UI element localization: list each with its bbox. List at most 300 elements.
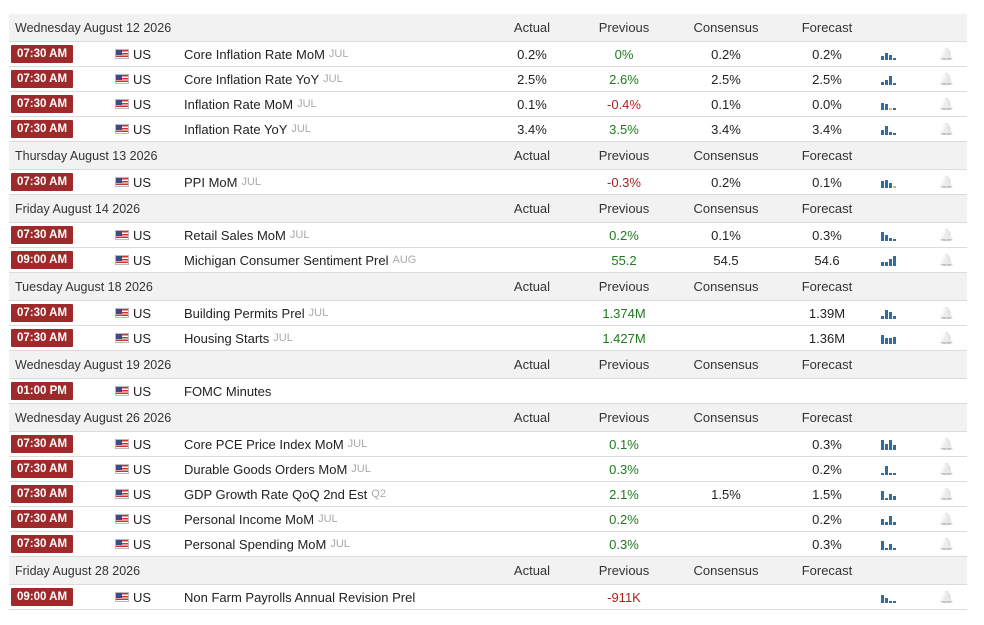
event-time: [11, 42, 73, 66]
event-name[interactable]: Michigan Consumer Sentiment Prel: [184, 252, 389, 268]
event-consensus: 3.4%: [711, 121, 741, 137]
alert-bell-button[interactable]: [939, 117, 954, 141]
event-consensus: 2.5%: [711, 71, 741, 87]
event-previous: 2.6%: [609, 71, 639, 87]
event-reference: JUL: [308, 307, 329, 319]
column-header-actual: Actual: [513, 279, 551, 294]
event-forecast: 0.1%: [812, 174, 842, 190]
column-header-previous: Previous: [598, 410, 650, 425]
event-previous: 55.2: [611, 252, 637, 268]
sparkline-bar: [893, 256, 896, 266]
sparkline-bar: [889, 76, 892, 85]
event-country: [115, 326, 151, 350]
day-header: [9, 14, 967, 42]
event-row[interactable]: [9, 532, 967, 557]
event-previous: -911K: [607, 589, 641, 605]
time-badge: 07:30 AM: [11, 535, 73, 553]
sparkline-bar: [889, 132, 892, 135]
event-country: [115, 170, 151, 194]
event-name[interactable]: FOMC Minutes: [184, 383, 272, 399]
event-time: [11, 248, 73, 272]
event-forecast: 0.0%: [812, 96, 842, 112]
event-previous: 0.1%: [609, 436, 639, 452]
event-name-cell[interactable]: [184, 379, 271, 403]
event-name[interactable]: Personal Income MoM: [184, 511, 315, 527]
event-previous: 0.2%: [609, 511, 639, 527]
event-name-cell[interactable]: [184, 248, 416, 272]
column-header-consensus: Consensus: [693, 563, 759, 578]
event-forecast: 3.4%: [812, 121, 842, 137]
sparkline-chart[interactable]: [881, 482, 911, 506]
event-row[interactable]: [9, 170, 967, 195]
bell-icon[interactable]: 🔔: [939, 253, 954, 267]
column-header-forecast: Forecast: [801, 148, 853, 163]
event-forecast: 54.6: [814, 252, 840, 268]
event-forecast: 1.5%: [812, 486, 842, 502]
us-flag-icon: [115, 539, 129, 549]
event-time: [11, 117, 73, 141]
event-row[interactable]: [9, 42, 967, 67]
event-row[interactable]: [9, 379, 967, 404]
sparkline-bar: [881, 473, 884, 475]
sparkline-bar: [885, 498, 888, 500]
alert-bell-button[interactable]: [939, 301, 954, 325]
alert-bell-button[interactable]: [939, 482, 954, 506]
event-row[interactable]: [9, 301, 967, 326]
event-name-cell[interactable]: [184, 457, 371, 481]
sparkline-bar: [885, 338, 888, 344]
event-row[interactable]: [9, 117, 967, 142]
event-actual: 2.5%: [517, 71, 547, 87]
alert-bell-button[interactable]: [939, 67, 954, 91]
event-consensus: 0.1%: [711, 227, 741, 243]
sparkline-bar: [885, 548, 888, 550]
event-name-cell[interactable]: [184, 482, 386, 506]
bell-icon[interactable]: 🔔: [939, 228, 954, 242]
event-time: [11, 507, 73, 531]
country-code: US: [133, 511, 152, 527]
bell-icon[interactable]: 🔔: [939, 462, 954, 476]
event-time: [11, 585, 73, 609]
event-name[interactable]: Inflation Rate YoY: [184, 121, 288, 137]
alert-bell-button[interactable]: [939, 248, 954, 272]
sparkline-bar: [881, 181, 884, 188]
time-badge: 07:30 AM: [11, 510, 73, 528]
event-time: [11, 223, 73, 247]
alert-bell-button[interactable]: [939, 507, 954, 531]
sparkline-bar: [885, 598, 888, 603]
column-header-actual: Actual: [513, 148, 551, 163]
bell-icon[interactable]: 🔔: [939, 487, 954, 501]
event-row[interactable]: [9, 326, 967, 351]
event-name[interactable]: GDP Growth Rate QoQ 2nd Est: [184, 486, 368, 502]
bell-icon[interactable]: 🔔: [939, 590, 954, 604]
event-forecast: 0.3%: [812, 227, 842, 243]
alert-bell-button[interactable]: [939, 432, 954, 456]
column-header-previous: Previous: [598, 357, 650, 372]
time-badge: 07:30 AM: [11, 226, 73, 244]
us-flag-icon: [115, 333, 129, 343]
sparkline-bar: [881, 103, 884, 110]
sparkline-bar: [889, 55, 892, 60]
column-header-actual: Actual: [513, 563, 551, 578]
event-name[interactable]: Inflation Rate MoM: [184, 96, 294, 112]
day-header: [9, 195, 967, 223]
event-country: [115, 432, 151, 456]
event-forecast: 0.2%: [812, 511, 842, 527]
event-country: [115, 482, 151, 506]
event-time: [11, 170, 73, 194]
event-name[interactable]: Core Inflation Rate YoY: [184, 71, 320, 87]
column-header-consensus: Consensus: [693, 357, 759, 372]
column-header-forecast: Forecast: [801, 20, 853, 35]
sparkline-bar: [881, 335, 884, 344]
event-name-cell[interactable]: [184, 432, 367, 456]
event-country: [115, 42, 151, 66]
us-flag-icon: [115, 124, 129, 134]
event-forecast: 0.2%: [812, 46, 842, 62]
sparkline-bar: [893, 83, 896, 85]
column-header-consensus: Consensus: [693, 148, 759, 163]
country-code: US: [133, 461, 152, 477]
day-date: Friday August 14 2026: [15, 201, 141, 216]
event-name-cell[interactable]: [184, 532, 350, 556]
event-actual: 3.4%: [517, 121, 547, 137]
sparkline-chart[interactable]: [881, 432, 911, 456]
sparkline-chart[interactable]: [881, 170, 911, 194]
sparkline-bar: [881, 440, 884, 450]
event-forecast: 1.36M: [808, 330, 846, 346]
economic-calendar: [9, 14, 967, 610]
sparkline-bar: [893, 445, 896, 450]
sparkline-bar: [889, 183, 892, 188]
event-reference: JUL: [297, 98, 317, 110]
event-previous: 0%: [614, 46, 634, 62]
bell-icon[interactable]: 🔔: [939, 512, 954, 526]
event-time: [11, 326, 73, 350]
country-code: US: [133, 436, 152, 452]
event-actual: 0.2%: [517, 46, 547, 62]
us-flag-icon: [115, 49, 129, 59]
time-badge: 07:30 AM: [11, 70, 73, 88]
event-name-cell[interactable]: [184, 42, 348, 66]
country-code: US: [133, 536, 152, 552]
alert-bell-button[interactable]: [939, 532, 954, 556]
time-badge: 01:00 PM: [11, 382, 73, 400]
event-consensus: 1.5%: [711, 486, 741, 502]
event-name[interactable]: Core Inflation Rate MoM: [184, 46, 325, 62]
alert-bell-button[interactable]: [939, 223, 954, 247]
column-header-forecast: Forecast: [801, 357, 853, 372]
event-previous: -0.4%: [607, 96, 641, 112]
time-badge: 07:30 AM: [11, 95, 73, 113]
column-header-consensus: Consensus: [693, 20, 759, 35]
time-badge: 07:30 AM: [11, 435, 73, 453]
time-badge: 07:30 AM: [11, 485, 73, 503]
sparkline-bar: [881, 82, 884, 85]
event-name-cell[interactable]: [184, 223, 309, 247]
event-name[interactable]: Building Permits Prel: [184, 305, 305, 321]
sparkline-bar: [893, 133, 896, 135]
bell-icon[interactable]: 🔔: [939, 72, 954, 86]
sparkline-chart[interactable]: [881, 585, 911, 609]
bell-icon[interactable]: 🔔: [939, 175, 954, 189]
event-name[interactable]: PPI MoM: [184, 174, 238, 190]
sparkline-bar: [893, 58, 896, 60]
time-badge: 07:30 AM: [11, 45, 73, 63]
us-flag-icon: [115, 74, 129, 84]
event-time: [11, 301, 73, 325]
event-country: [115, 532, 151, 556]
sparkline-bar: [885, 235, 888, 241]
day-date: Wednesday August 26 2026: [15, 410, 172, 425]
alert-bell-button[interactable]: [939, 585, 954, 609]
country-code: US: [133, 96, 152, 112]
event-previous: 0.2%: [609, 227, 639, 243]
sparkline-bar: [885, 262, 888, 266]
time-badge: 07:30 AM: [11, 460, 73, 478]
sparkline-bar: [893, 601, 896, 603]
us-flag-icon: [115, 177, 129, 187]
bell-icon[interactable]: 🔔: [939, 97, 954, 111]
sparkline-bar: [885, 53, 888, 60]
us-flag-icon: [115, 592, 129, 602]
event-forecast: 0.3%: [812, 536, 842, 552]
event-row[interactable]: [9, 223, 967, 248]
bell-icon[interactable]: 🔔: [939, 537, 954, 551]
sparkline-chart[interactable]: [881, 532, 911, 556]
sparkline-bar: [893, 496, 896, 500]
event-consensus: 0.2%: [711, 46, 741, 62]
day-header: [9, 142, 967, 170]
event-name-cell[interactable]: [184, 507, 338, 531]
event-name-cell[interactable]: [184, 585, 415, 609]
event-row[interactable]: [9, 482, 967, 507]
us-flag-icon: [115, 386, 129, 396]
column-header-consensus: Consensus: [693, 201, 759, 216]
event-country: [115, 457, 151, 481]
event-previous: 1.374M: [602, 305, 646, 321]
sparkline-bar: [889, 338, 892, 344]
column-header-actual: Actual: [513, 357, 551, 372]
event-reference: JUL: [330, 538, 350, 550]
time-badge: 07:30 AM: [11, 173, 73, 191]
event-name-cell[interactable]: [184, 92, 317, 116]
event-country: [115, 223, 151, 247]
event-previous: 3.5%: [609, 121, 639, 137]
alert-bell-button[interactable]: [939, 170, 954, 194]
sparkline-bar: [881, 519, 884, 525]
event-row[interactable]: [9, 507, 967, 532]
sparkline-chart[interactable]: [881, 223, 911, 247]
sparkline-bar: [889, 601, 892, 603]
event-time: [11, 482, 73, 506]
sparkline-bar: [889, 440, 892, 450]
column-header-forecast: Forecast: [801, 279, 853, 294]
country-code: US: [133, 330, 152, 346]
bell-icon[interactable]: 🔔: [939, 437, 954, 451]
column-header-previous: Previous: [598, 563, 650, 578]
sparkline-chart[interactable]: [881, 301, 911, 325]
us-flag-icon: [115, 99, 129, 109]
country-code: US: [133, 252, 152, 268]
time-badge: 07:30 AM: [11, 329, 73, 347]
event-previous: -0.3%: [607, 174, 641, 190]
sparkline-bar: [893, 548, 896, 550]
column-header-forecast: Forecast: [801, 201, 853, 216]
sparkline-bar: [881, 491, 884, 500]
event-reference: JUL: [289, 229, 310, 241]
column-header-previous: Previous: [598, 279, 650, 294]
alert-bell-button[interactable]: [939, 42, 954, 66]
country-code: US: [133, 121, 152, 137]
event-reference: AUG: [392, 254, 417, 266]
country-code: US: [133, 589, 152, 605]
time-badge: 07:30 AM: [11, 120, 73, 138]
sparkline-bar: [885, 104, 888, 110]
sparkline-bar: [889, 108, 892, 110]
event-name[interactable]: Non Farm Payrolls Annual Revision Prel: [184, 589, 416, 605]
event-name-cell[interactable]: [184, 301, 328, 325]
sparkline-bar: [889, 238, 892, 241]
event-country: [115, 67, 151, 91]
bell-icon[interactable]: 🔔: [939, 47, 954, 61]
event-row[interactable]: [9, 248, 967, 273]
sparkline-bar: [893, 108, 896, 110]
country-code: US: [133, 305, 152, 321]
sparkline-bar: [885, 126, 888, 135]
event-consensus: 0.1%: [711, 96, 741, 112]
day-date: Tuesday August 18 2026: [15, 279, 153, 294]
day-header: [9, 404, 967, 432]
event-name-cell[interactable]: [184, 117, 311, 141]
sparkline-chart[interactable]: [881, 92, 911, 116]
event-country: [115, 117, 151, 141]
event-reference: Q2: [371, 488, 386, 500]
sparkline-chart[interactable]: [881, 507, 911, 531]
time-badge: 09:00 AM: [11, 251, 73, 269]
country-code: US: [133, 383, 152, 399]
us-flag-icon: [115, 439, 129, 449]
column-header-actual: Actual: [513, 20, 551, 35]
sparkline-chart[interactable]: [881, 42, 911, 66]
sparkline-chart[interactable]: [881, 67, 911, 91]
event-row[interactable]: [9, 457, 967, 482]
day-date: Wednesday August 19 2026: [15, 357, 172, 372]
sparkline-bar: [893, 337, 896, 344]
event-name[interactable]: Personal Spending MoM: [184, 536, 327, 552]
time-badge: 09:00 AM: [11, 588, 73, 606]
column-header-forecast: Forecast: [801, 410, 853, 425]
event-reference: JUL: [241, 176, 262, 188]
event-consensus: 54.5: [713, 252, 739, 268]
bell-icon[interactable]: 🔔: [939, 122, 954, 136]
event-name-cell[interactable]: [184, 170, 261, 194]
sparkline-bar: [881, 130, 884, 135]
event-time: [11, 532, 73, 556]
event-time: [11, 92, 73, 116]
day-header: [9, 557, 967, 585]
event-forecast: 0.3%: [812, 436, 842, 452]
sparkline-bar: [881, 595, 884, 603]
time-badge: 07:30 AM: [11, 304, 73, 322]
sparkline-chart[interactable]: [881, 117, 911, 141]
event-time: [11, 432, 73, 456]
bell-icon[interactable]: 🔔: [939, 331, 954, 345]
event-name[interactable]: Retail Sales MoM: [184, 227, 286, 243]
event-previous: 0.3%: [609, 536, 639, 552]
country-code: US: [133, 227, 152, 243]
event-consensus: 0.2%: [711, 174, 741, 190]
event-row[interactable]: [9, 432, 967, 457]
country-code: US: [133, 174, 152, 190]
sparkline-bar: [889, 312, 892, 319]
event-name-cell[interactable]: [184, 326, 293, 350]
alert-bell-button[interactable]: [939, 457, 954, 481]
column-header-previous: Previous: [598, 148, 650, 163]
us-flag-icon: [115, 308, 129, 318]
event-name[interactable]: Housing Starts: [184, 330, 270, 346]
event-country: [115, 585, 151, 609]
sparkline-bar: [885, 444, 888, 450]
event-previous: 1.427M: [602, 330, 646, 346]
sparkline-bar: [885, 522, 888, 525]
column-header-consensus: Consensus: [693, 410, 759, 425]
sparkline-bar: [881, 232, 884, 241]
country-code: US: [133, 486, 152, 502]
sparkline-bar: [881, 316, 884, 319]
event-country: [115, 92, 151, 116]
event-reference: JUL: [273, 332, 293, 344]
event-time: [11, 379, 73, 403]
event-row[interactable]: [9, 92, 967, 117]
event-name[interactable]: Durable Goods Orders MoM: [184, 461, 348, 477]
day-date: Friday August 28 2026: [15, 563, 141, 578]
sparkline-chart[interactable]: [881, 326, 911, 350]
bell-icon[interactable]: 🔔: [939, 306, 954, 320]
sparkline-bar: [889, 544, 892, 550]
us-flag-icon: [115, 230, 129, 240]
column-header-previous: Previous: [598, 20, 650, 35]
sparkline-bar: [893, 239, 896, 241]
sparkline-chart[interactable]: [881, 248, 911, 272]
us-flag-icon: [115, 489, 129, 499]
sparkline-chart[interactable]: [881, 457, 911, 481]
event-country: [115, 507, 151, 531]
event-name[interactable]: Core PCE Price Index MoM: [184, 436, 344, 452]
event-reference: JUL: [318, 513, 338, 525]
sparkline-bar: [885, 466, 888, 475]
country-code: US: [133, 71, 152, 87]
sparkline-bar: [893, 316, 896, 319]
alert-bell-button[interactable]: [939, 326, 954, 350]
event-row[interactable]: [9, 585, 967, 610]
sparkline-bar: [885, 180, 888, 188]
event-country: [115, 301, 151, 325]
event-country: [115, 248, 151, 272]
sparkline-bar: [889, 473, 892, 475]
event-row[interactable]: [9, 67, 967, 92]
event-previous: 0.3%: [609, 461, 639, 477]
event-time: [11, 67, 73, 91]
sparkline-bar: [889, 494, 892, 500]
event-reference: JUL: [328, 48, 349, 60]
sparkline-bar: [889, 516, 892, 525]
column-header-forecast: Forecast: [801, 563, 853, 578]
sparkline-bar: [881, 56, 884, 60]
event-name-cell[interactable]: [184, 67, 343, 91]
alert-bell-button[interactable]: [939, 92, 954, 116]
